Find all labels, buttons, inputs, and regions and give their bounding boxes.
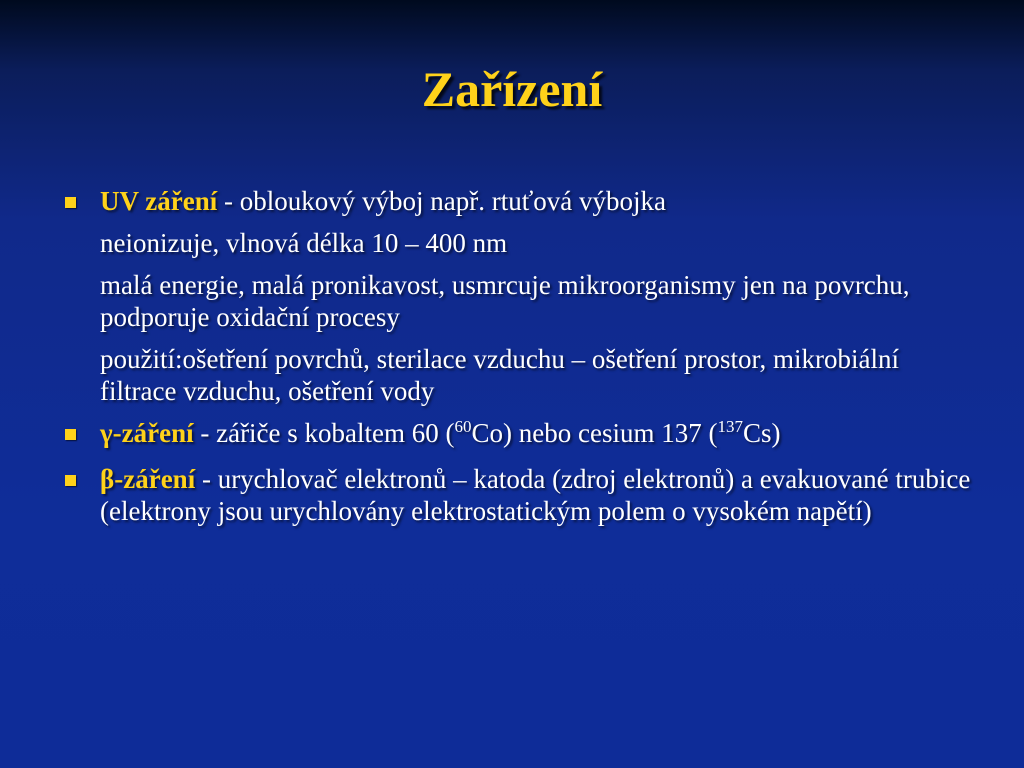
sub-item-uv-2: malá energie, malá pronikavost, usmrcuje mikroorganismy jen na povrchu, podporuje oxidační procesy [100,270,910,332]
square-bullet-icon [65,429,76,440]
square-bullet-icon [65,197,76,208]
bullet-heading-uv: UV záření [100,186,218,216]
beta-symbol: β [100,464,115,494]
bullet-beta [60,463,975,527]
sub-item-uv-3: použití:ošetření povrchů, sterilace vzduchu – ošetření prostor, mikrobiální filtrace vzduchu, ošetření vody [100,344,899,406]
bullet-text-gamma-2: Co) nebo cesium 137 ( [471,418,718,448]
slide-title: Zařízení [421,61,603,117]
sub-item-uv-1: neionizuje, vlnová délka 10 – 400 nm [100,228,508,258]
isotope-superscript-co: 60 [454,417,472,436]
gamma-symbol: γ [100,418,113,448]
bullet-text-gamma-1: - zářiče s kobaltem 60 ( [193,418,455,448]
square-bullet-icon [65,475,76,486]
bullet-heading-beta: -záření [114,464,196,494]
bullet-heading-gamma: -záření [112,418,194,448]
bullet-gamma [60,417,975,453]
slide-content [60,185,975,537]
bullet-uv [60,185,975,217]
bullet-text-uv: - obloukový výboj např. rtuťová výbojka [217,186,666,216]
bullet-text-gamma-3: Cs) [742,418,781,448]
isotope-superscript-cs: 137 [717,417,743,436]
bullet-text-beta: - urychlovač elektronů – katoda (zdroj elektronů) a evakuované trubice (elektrony jsou urychlovány elektrostatickým polem o vysokém napětí) [100,464,971,526]
